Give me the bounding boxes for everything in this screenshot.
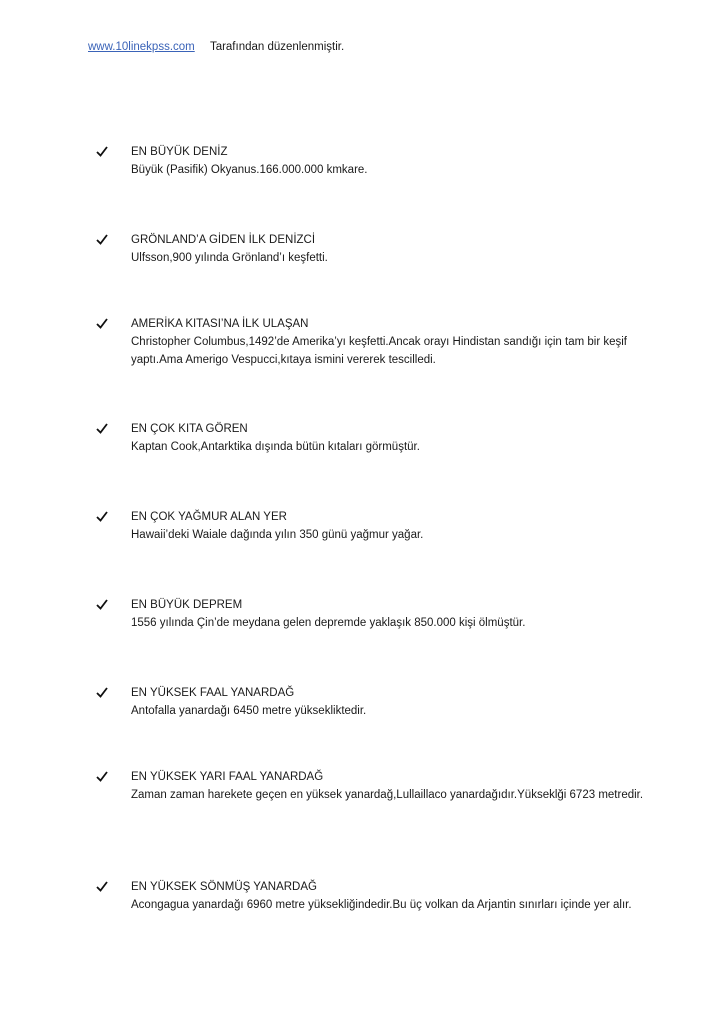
item-title: EN YÜKSEK SÖNMÜŞ YANARDAĞ bbox=[131, 881, 317, 893]
item-title: AMERİKA KITASI’NA İLK ULAŞAN bbox=[131, 318, 309, 330]
checkmark-icon bbox=[96, 231, 110, 249]
checkmark-icon bbox=[96, 143, 110, 161]
item-description: Antofalla yanardağı 6450 metre yüksekliktedir. bbox=[131, 705, 367, 717]
item-description: Ulfsson,900 yılında Grönland’ı keşfetti. bbox=[131, 252, 328, 264]
item-title: EN ÇOK KITA GÖREN bbox=[131, 423, 248, 435]
item-description: Kaptan Cook,Antarktika dışında bütün kıtaları görmüştür. bbox=[131, 441, 420, 453]
item-title: EN ÇOK YAĞMUR ALAN YER bbox=[131, 511, 287, 523]
site-link[interactable]: www.10linekpss.com bbox=[88, 41, 195, 53]
item-title: EN YÜKSEK FAAL YANARDAĞ bbox=[131, 687, 295, 699]
checkmark-icon bbox=[96, 508, 110, 526]
item-description: Büyük (Pasifik) Okyanus.166.000.000 kmkare. bbox=[131, 164, 368, 176]
page-header bbox=[88, 41, 344, 53]
item-title: GRÖNLAND’A GİDEN İLK DENİZCİ bbox=[131, 234, 316, 246]
checkmark-icon bbox=[96, 878, 110, 896]
checkmark-icon bbox=[96, 768, 110, 786]
list-item bbox=[96, 315, 656, 369]
item-title: EN BÜYÜK DEPREM bbox=[131, 599, 243, 611]
checkmark-icon bbox=[96, 315, 110, 333]
item-title: EN BÜYÜK DENİZ bbox=[131, 146, 228, 158]
list-item bbox=[96, 684, 656, 720]
item-description: Hawaii’deki Waiale dağında yılın 350 günü yağmur yağar. bbox=[131, 529, 424, 541]
credit-text: Tarafından düzenlenmiştir. bbox=[209, 41, 345, 53]
item-description: Acongagua yanardağı 6960 metre yüksekliğindedir.Bu üç volkan da Arjantin sınırları içinde yer alır. bbox=[131, 899, 632, 911]
list-item bbox=[96, 508, 656, 544]
list-item bbox=[96, 143, 656, 179]
item-title: EN YÜKSEK YARI FAAL YANARDAĞ bbox=[131, 771, 324, 783]
list-item bbox=[96, 596, 656, 632]
item-description: 1556 yılında Çin’de meydana gelen depremde yaklaşık 850.000 kişi ölmüştür. bbox=[131, 617, 526, 629]
checkmark-icon bbox=[96, 596, 110, 614]
list-item bbox=[96, 420, 656, 456]
checkmark-icon bbox=[96, 420, 110, 438]
item-description: Zaman zaman harekete geçen en yüksek yanardağ,Lullaillaco yanardağıdır.Yükseklği 6723 metredir. bbox=[131, 789, 644, 801]
list-item bbox=[96, 231, 656, 267]
list-item bbox=[96, 878, 656, 914]
checkmark-icon bbox=[96, 684, 110, 702]
item-description: Christopher Columbus,1492’de Amerika’yı keşfetti.Ancak orayı Hindistan sandığı için tam bir keşif yaptı.Ama Amerigo Vespucci,kıtaya ismini vererek tescilledi. bbox=[131, 336, 628, 366]
list-item bbox=[96, 768, 656, 804]
